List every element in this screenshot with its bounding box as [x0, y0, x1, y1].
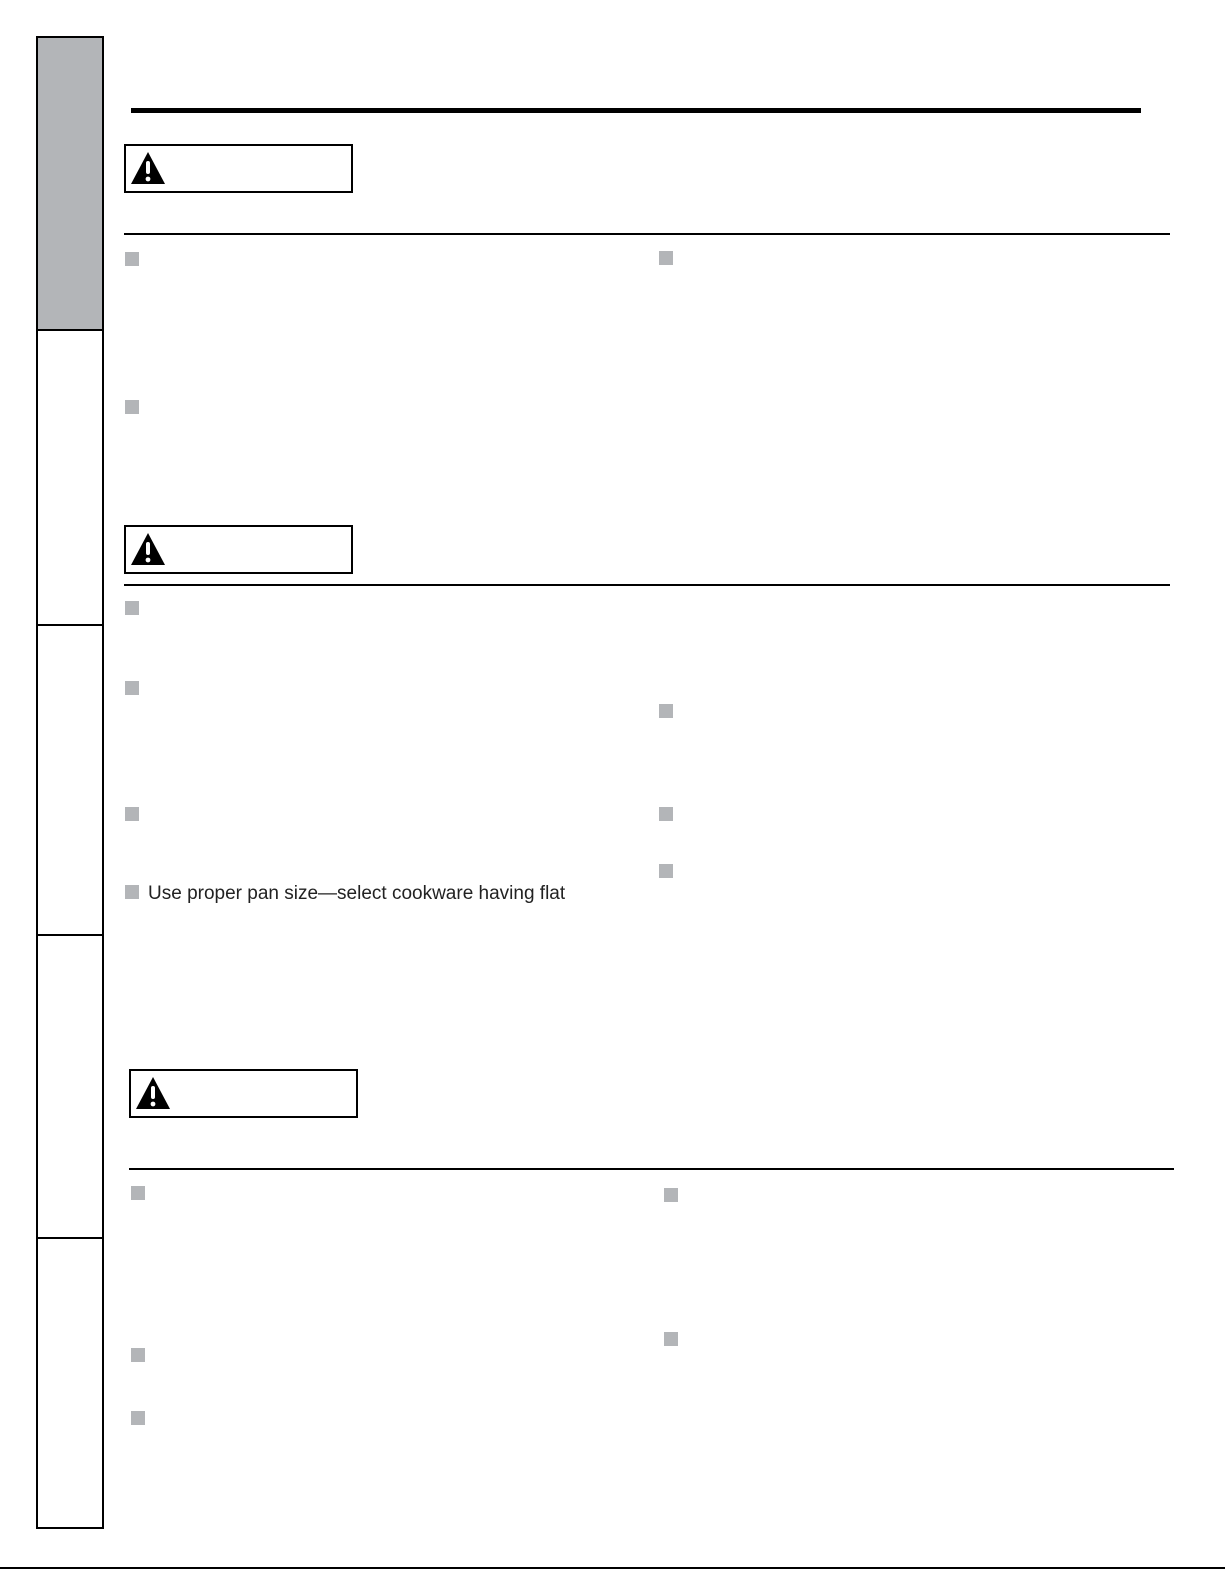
bullet-square [131, 1348, 145, 1362]
section-tab-2[interactable] [38, 331, 102, 626]
pan-size-text: Use proper pan size—select cookware having flat [148, 883, 566, 904]
bullet-square [659, 864, 673, 878]
bullet-square [125, 807, 139, 821]
bullet-square [125, 681, 139, 695]
bullet-square [659, 251, 673, 265]
bullet-square [131, 1411, 145, 1425]
bullet-square [125, 252, 139, 266]
section-rule [129, 1168, 1174, 1170]
bullet-square [125, 601, 139, 615]
section-tab-5[interactable] [38, 1239, 102, 1529]
section-tab-1[interactable] [38, 38, 102, 331]
footer-rule [0, 1567, 1225, 1569]
warning-triangle-icon [129, 531, 167, 567]
section-rule [124, 233, 1170, 235]
warning-triangle-icon [134, 1075, 172, 1111]
bullet-square [659, 704, 673, 718]
warning-label-box [124, 525, 353, 574]
section-tab-strip [36, 36, 104, 1529]
bullet-square [125, 885, 139, 899]
warning-label-box [124, 144, 353, 193]
warning-label-box [129, 1069, 358, 1118]
section-rule [124, 584, 1170, 586]
header-rule [131, 108, 1141, 113]
section-tab-3[interactable] [38, 626, 102, 936]
section-tab-4[interactable] [38, 936, 102, 1239]
bullet-square [131, 1186, 145, 1200]
bullet-square [125, 400, 139, 414]
warning-triangle-icon [129, 150, 167, 186]
bullet-square [664, 1188, 678, 1202]
bullet-square [659, 807, 673, 821]
bullet-square [664, 1332, 678, 1346]
